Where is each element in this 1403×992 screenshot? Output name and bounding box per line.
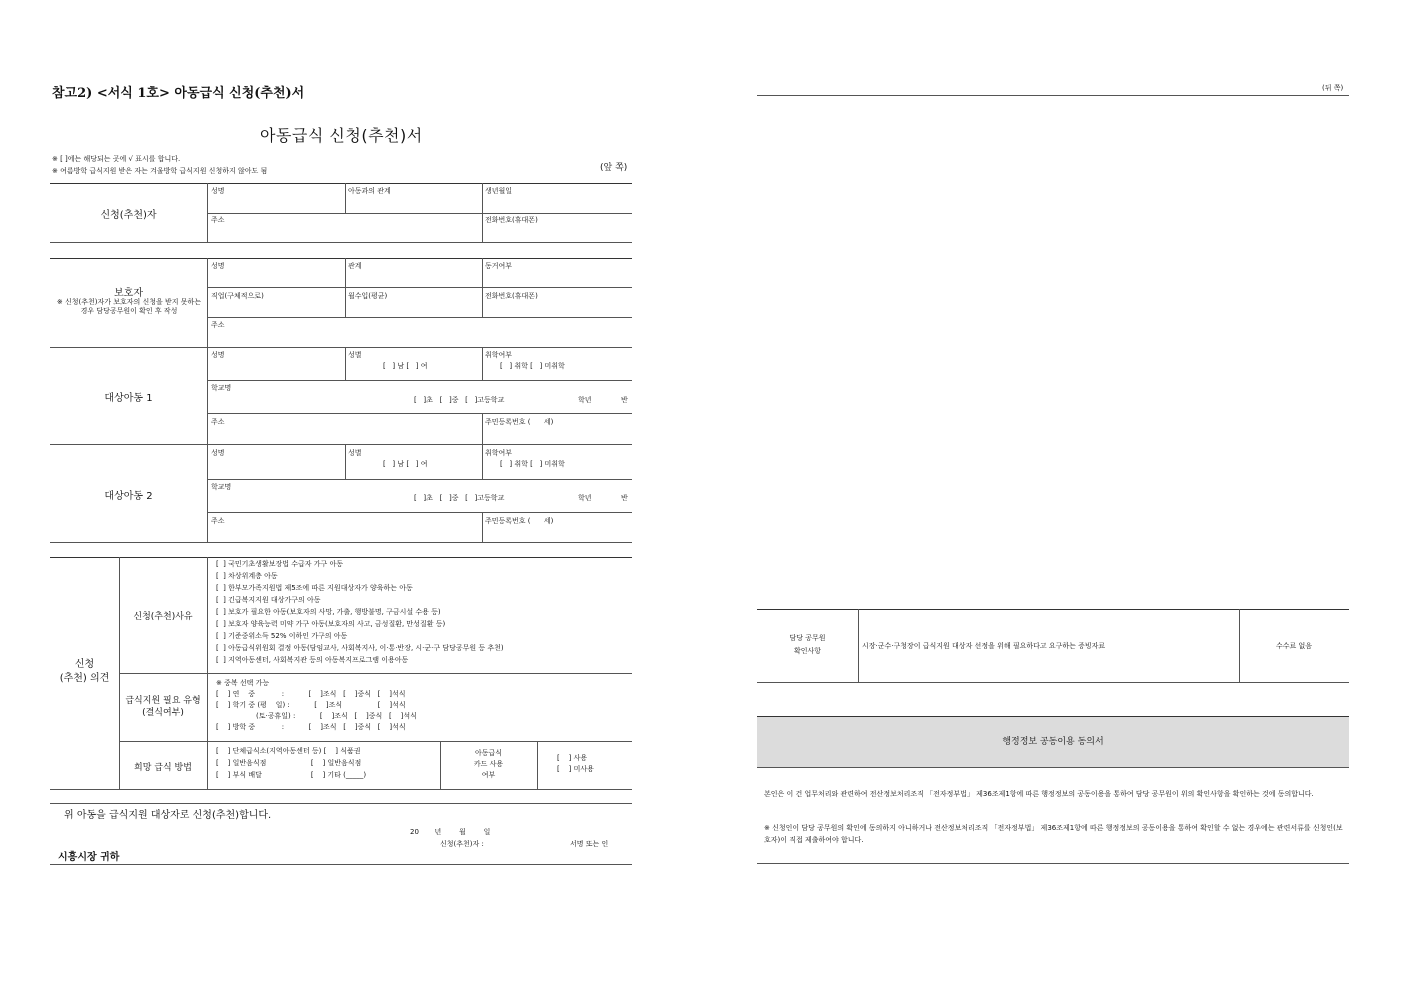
meal-type-label: 급식지원 필요 유형 (결식여부): [125, 696, 201, 718]
reason-option[interactable]: [ ] 긴급복지지원 대상가구의 아동: [216, 596, 321, 604]
reason-option[interactable]: [ ] 아동급식위원회 결정 아동(담임교사, 사회복지사, 이·통·반장, 시·군·구 담당공무원 등 추천): [216, 644, 504, 652]
child2-school-levels[interactable]: [ ]초 [ ]중 [ ]고등학교: [414, 494, 505, 502]
child1-name-field[interactable]: 성명: [211, 351, 225, 359]
meal-type-option[interactable]: [ ] 연 중 : [ ]조식 [ ]중식 [ ]석식: [216, 690, 406, 698]
meal-method-list: [216, 747, 366, 783]
reason-list: [216, 560, 504, 668]
reason-option[interactable]: [ ] 지역아동센터, 사회복지관 등의 아동복지프로그램 이용아동: [216, 656, 409, 664]
guardian-name-field[interactable]: 성명: [211, 262, 225, 270]
meal-type-option[interactable]: (토·공휴일) : [ ]조식 [ ]중식 [ ]석식: [216, 712, 417, 720]
reason-label: 신청(추천)사유: [133, 612, 193, 622]
form-note-2: ※ 여름방학 급식지원 받은 자는 겨울방학 급식지원 신청하지 않아도 됨: [52, 167, 268, 175]
child1-class: 반: [621, 396, 628, 404]
guardian-relation-field[interactable]: 관계: [348, 262, 362, 270]
meal-method-option[interactable]: [ ] 일반음식점 [ ] 일반음식점: [216, 759, 362, 767]
fee-label: 수수료 없음: [1275, 642, 1313, 650]
child2-label: 대상아동 2: [104, 491, 153, 502]
guardian-phone-field[interactable]: 전화번호(휴대폰): [485, 292, 538, 300]
consent-note: ※ 신청인이 담당 공무원의 확인에 동의하지 아니하거나 전산정보처리조직 「전자정부법」 제36조제1항에 따른 행정정보의 공동이용을 통하여 확인할 수 없는 경우에는 관련서류를 신청인(보호자)이 직접 제출하여야 합니다.: [764, 824, 1343, 844]
child2-school-name-field[interactable]: 학교명: [211, 483, 232, 491]
meal-type-option[interactable]: [ ] 학기 중 (평 일) : [ ]조식 [ ]석식: [216, 701, 406, 709]
applicant-birth-field[interactable]: 생년월일: [485, 187, 513, 195]
guardian-address-field[interactable]: 주소: [211, 321, 225, 329]
card-use-label: 아동급식 카드 사용 여부: [473, 749, 504, 779]
opinion-label: 신청 (추천) 의견: [59, 659, 110, 684]
statement: 위 아동을 급식지원 대상자로 신청(추천)합니다.: [64, 810, 272, 821]
child2-class: 반: [621, 494, 628, 502]
child1-address-field[interactable]: 주소: [211, 418, 225, 426]
reason-option[interactable]: [ ] 기준중위소득 52% 이하인 가구의 아동: [216, 632, 348, 640]
recipient: 시흥시장 귀하: [58, 852, 120, 863]
child1-school-options[interactable]: [ ] 취학 [ ] 미취학: [500, 362, 565, 370]
official-check-content: 시장·군수·구청장이 급식지원 대상자 선정을 위해 필요하다고 요구하는 증빙자료: [862, 642, 1106, 650]
doc-ref-title: 참고2) <서식 1호> 아동급식 신청(추천)서: [52, 86, 305, 101]
meal-type-note: ※ 중복 선택 가능: [216, 679, 270, 687]
guardian-cohabit-field[interactable]: 동거여부: [485, 262, 513, 270]
form-note-1: ※ [ ]에는 해당되는 곳에 √ 표시를 합니다.: [52, 155, 181, 163]
child1-sex-options[interactable]: [ ] 남 [ ] 여: [383, 362, 428, 370]
back-side-label: (뒤 쪽): [1322, 84, 1344, 92]
child2-school-options[interactable]: [ ] 취학 [ ] 미취학: [500, 460, 565, 468]
guardian-label: 보호자: [114, 288, 143, 299]
child1-school-levels[interactable]: [ ]초 [ ]중 [ ]고등학교: [414, 396, 505, 404]
child2-school-status-label: 취학여부: [485, 449, 513, 457]
child2-grade: 학년: [578, 494, 592, 502]
card-use-option[interactable]: [ ] 사용: [557, 754, 588, 762]
meal-method-option[interactable]: [ ] 부식 배달 [ ] 기타 (_____): [216, 771, 367, 779]
child2-address-field[interactable]: 주소: [211, 517, 225, 525]
card-use-options: [557, 754, 594, 776]
signer-label: 신청(추천)자 :: [440, 840, 484, 848]
consent-title-bar: [757, 717, 1349, 768]
child1-sex-label: 성별: [348, 351, 362, 359]
date-line[interactable]: 20 년 월 일: [410, 828, 491, 836]
reason-option[interactable]: [ ] 보호자 양육능력 미약 가구 아동(보호자의 사고, 금성질환, 만성질환 등): [216, 620, 446, 628]
form-title: 아동급식 신청(추천)서: [260, 126, 423, 145]
card-use-option[interactable]: [ ] 미사용: [557, 765, 594, 773]
child2-sex-options[interactable]: [ ] 남 [ ] 여: [383, 460, 428, 468]
consent-text: 본인은 이 건 업무처리와 관련하여 전산정보처리조직 「전자정부법」 제36조제1항에 따른 행정정보의 공동이용을 통하여 담당 공무원이 위의 확인사항을 확인하는 것에 동의합니다.: [764, 790, 1314, 798]
meal-type-list: [216, 690, 417, 734]
guardian-note: ※ 신청(추천)자가 보호자의 신청을 받지 못하는 경우 담당공무원이 확인 후 작성: [56, 298, 202, 315]
child2-rrn-field[interactable]: 주민등록번호 ( 세): [485, 517, 554, 525]
child1-label: 대상아동 1: [104, 393, 153, 404]
child2-sex-label: 성별: [348, 449, 362, 457]
applicant-label: 신청(추천)자: [100, 210, 157, 221]
guardian-income-field[interactable]: 월수입(평균): [348, 292, 388, 300]
reason-option[interactable]: [ ] 한부모가족지원법 제5조에 따른 지원대상자가 양육하는 아동: [216, 584, 413, 592]
child1-grade: 학년: [578, 396, 592, 404]
meal-method-label: 희망 급식 방법: [134, 763, 192, 773]
sign-field[interactable]: 서명 또는 인: [570, 840, 609, 848]
official-check-label: 담당 공무원 확인사항: [789, 634, 826, 655]
child2-name-field[interactable]: 성명: [211, 449, 225, 457]
meal-method-option[interactable]: [ ] 단체급식소(지역아동센터 등) [ ] 식품권: [216, 747, 361, 755]
reason-option[interactable]: [ ] 국민기초생활보장법 수급자 가구 아동: [216, 560, 344, 568]
guardian-job-field[interactable]: 직업(구체적으로): [211, 292, 264, 300]
applicant-address-field[interactable]: 주소: [211, 216, 225, 224]
applicant-phone-field[interactable]: 전화번호(휴대폰): [485, 216, 538, 224]
front-side-label: (앞 쪽): [600, 163, 628, 173]
reason-option[interactable]: [ ] 보호가 필요한 아동(보호자의 사망, 가출, 행방불명, 구금시설 수용 등): [216, 608, 441, 616]
child1-school-name-field[interactable]: 학교명: [211, 384, 232, 392]
reason-option[interactable]: [ ] 차상위계층 아동: [216, 572, 278, 580]
applicant-name-field[interactable]: 성명: [211, 187, 225, 195]
child1-rrn-field[interactable]: 주민등록번호 ( 세): [485, 418, 554, 426]
applicant-relation-field[interactable]: 아동과의 관계: [348, 187, 391, 195]
child1-school-status-label: 취학여부: [485, 351, 513, 359]
consent-title: 행정정보 공동이용 동의서: [1002, 737, 1104, 747]
meal-type-option[interactable]: [ ] 방학 중 : [ ]조식 [ ]중식 [ ]석식: [216, 723, 406, 731]
